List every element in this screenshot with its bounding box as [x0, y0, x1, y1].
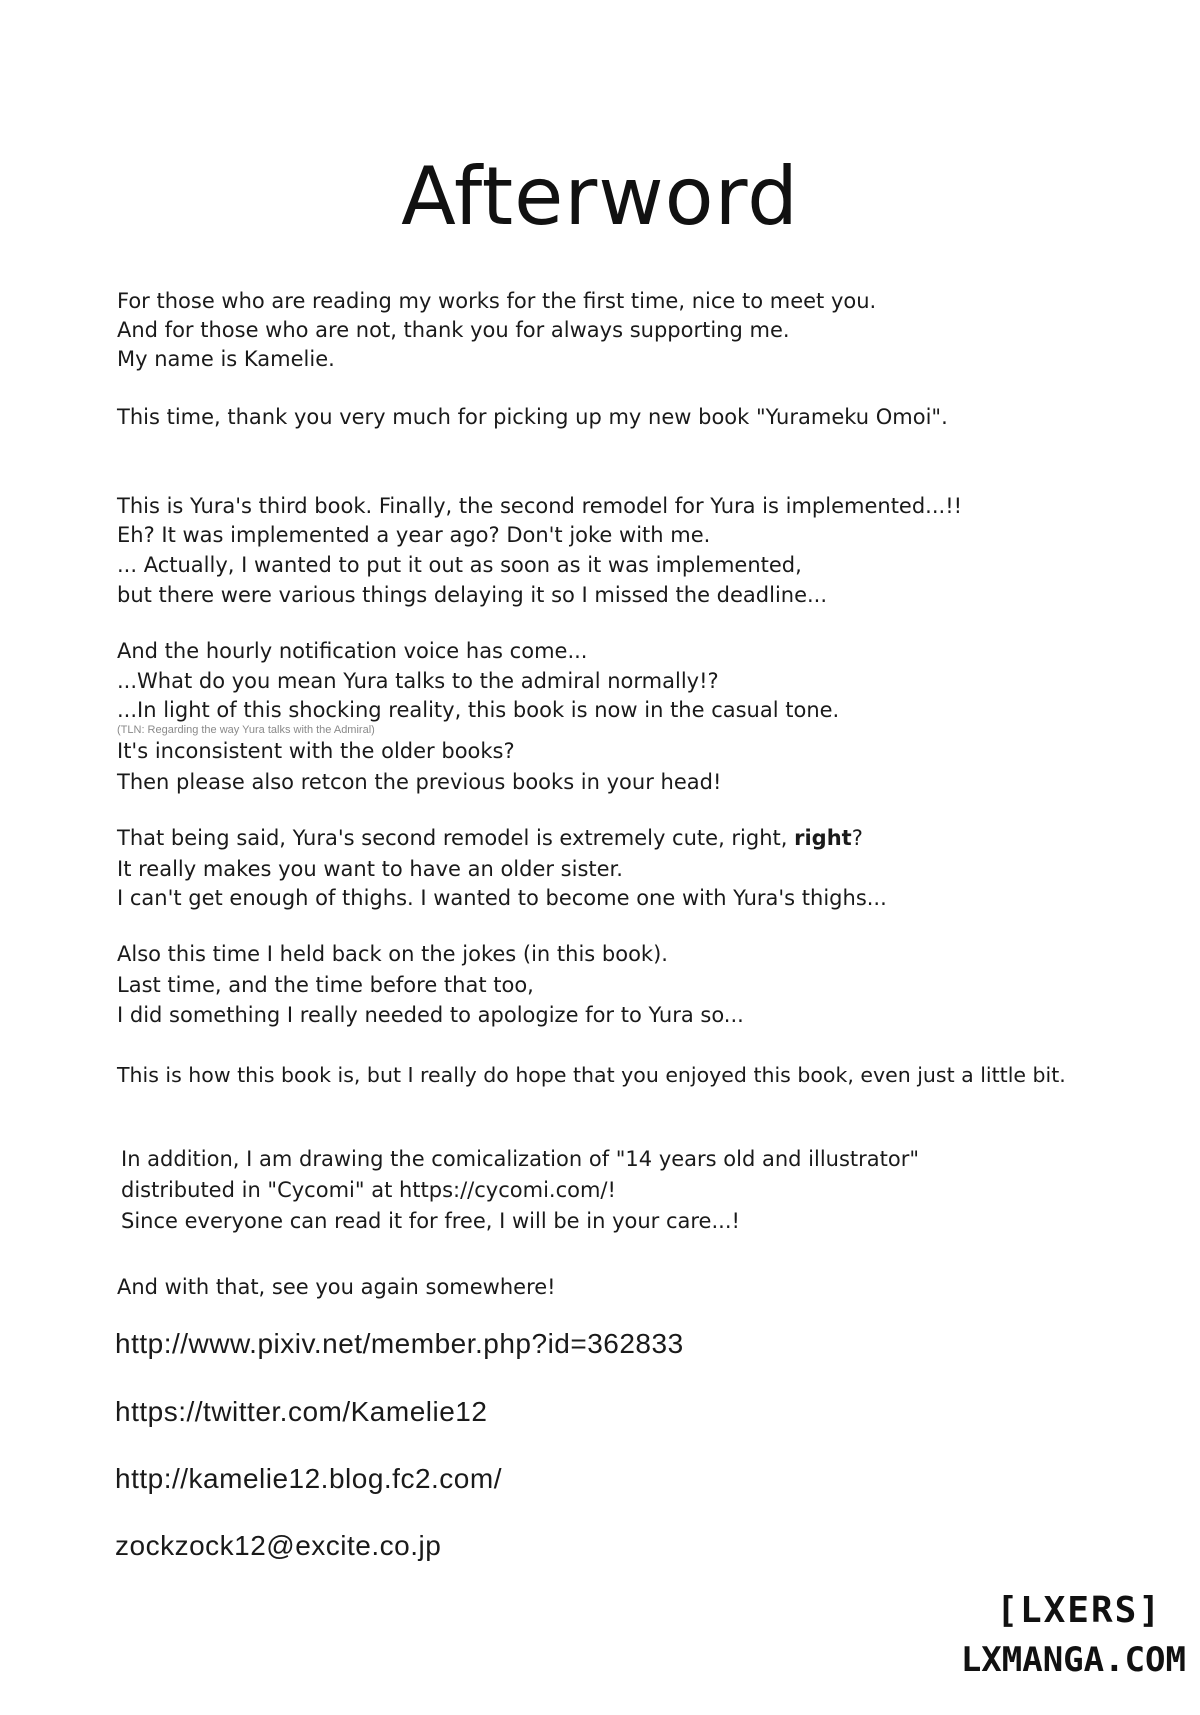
text-line: ... Actually, I wanted to put it out as soon as it was implemented, — [117, 553, 802, 577]
text-line: My name is Kamelie. — [117, 347, 335, 371]
pixiv-link[interactable]: http://www.pixiv.net/member.php?id=362833 — [115, 1328, 684, 1359]
translator-note: (TLN: Regarding the way Yura talks with the Admiral) — [117, 724, 375, 736]
text-line — [117, 826, 863, 850]
text-line: I did something I really needed to apologize for to Yura so... — [117, 1003, 744, 1027]
text-segment: ? — [851, 826, 863, 850]
text-line: Also this time I held back on the jokes (in this book). — [117, 942, 668, 966]
text-line: Since everyone can read it for free, I will be in your care...! — [121, 1209, 740, 1233]
watermark-line-2: LXMANGA.COM — [960, 1640, 1186, 1680]
text-segment: That being said, Yura's second remodel is extremely cute, right, — [117, 826, 795, 850]
email-link[interactable]: zockzock12@excite.co.jp — [115, 1530, 442, 1561]
text-line: This time, thank you very much for picking up my new book "Yurameku Omoi". — [117, 405, 948, 429]
page-title: Afterword — [401, 150, 799, 243]
text-line: It really makes you want to have an older sister. — [117, 857, 623, 881]
emphasis-text: right — [794, 826, 852, 850]
text-line: Last time, and the time before that too, — [117, 973, 534, 997]
text-line: For those who are reading my works for the first time, nice to meet you. — [117, 289, 877, 313]
text-line: but there were various things delaying it so I missed the deadline... — [117, 583, 828, 607]
text-line: It's inconsistent with the older books? — [117, 739, 515, 763]
text-line: This is Yura's third book. Finally, the second remodel for Yura is implemented...!! — [117, 494, 963, 518]
text-line: And the hourly notification voice has come... — [117, 639, 588, 663]
watermark-line-1: [LXERS] — [996, 1590, 1162, 1631]
text-line: ...In light of this shocking reality, this book is now in the casual tone. — [117, 698, 840, 722]
text-line: And for those who are not, thank you for always supporting me. — [117, 318, 790, 342]
blog-link[interactable]: http://kamelie12.blog.fc2.com/ — [115, 1463, 502, 1494]
text-line: distributed in "Cycomi" at https://cycomi.com/! — [121, 1178, 616, 1202]
text-line: ...What do you mean Yura talks to the admiral normally!? — [117, 669, 719, 693]
text-line: I can't get enough of thighs. I wanted to become one with Yura's thighs... — [117, 886, 887, 910]
text-line: Then please also retcon the previous books in your head! — [117, 770, 722, 794]
text-line: This is how this book is, but I really do hope that you enjoyed this book, even just a little bit. — [117, 1063, 1066, 1087]
text-line: In addition, I am drawing the comicalization of "14 years old and illustrator" — [121, 1147, 920, 1171]
text-line: Eh? It was implemented a year ago? Don't joke with me. — [117, 523, 711, 547]
twitter-link[interactable]: https://twitter.com/Kamelie12 — [115, 1396, 488, 1427]
text-line: And with that, see you again somewhere! — [117, 1275, 556, 1299]
